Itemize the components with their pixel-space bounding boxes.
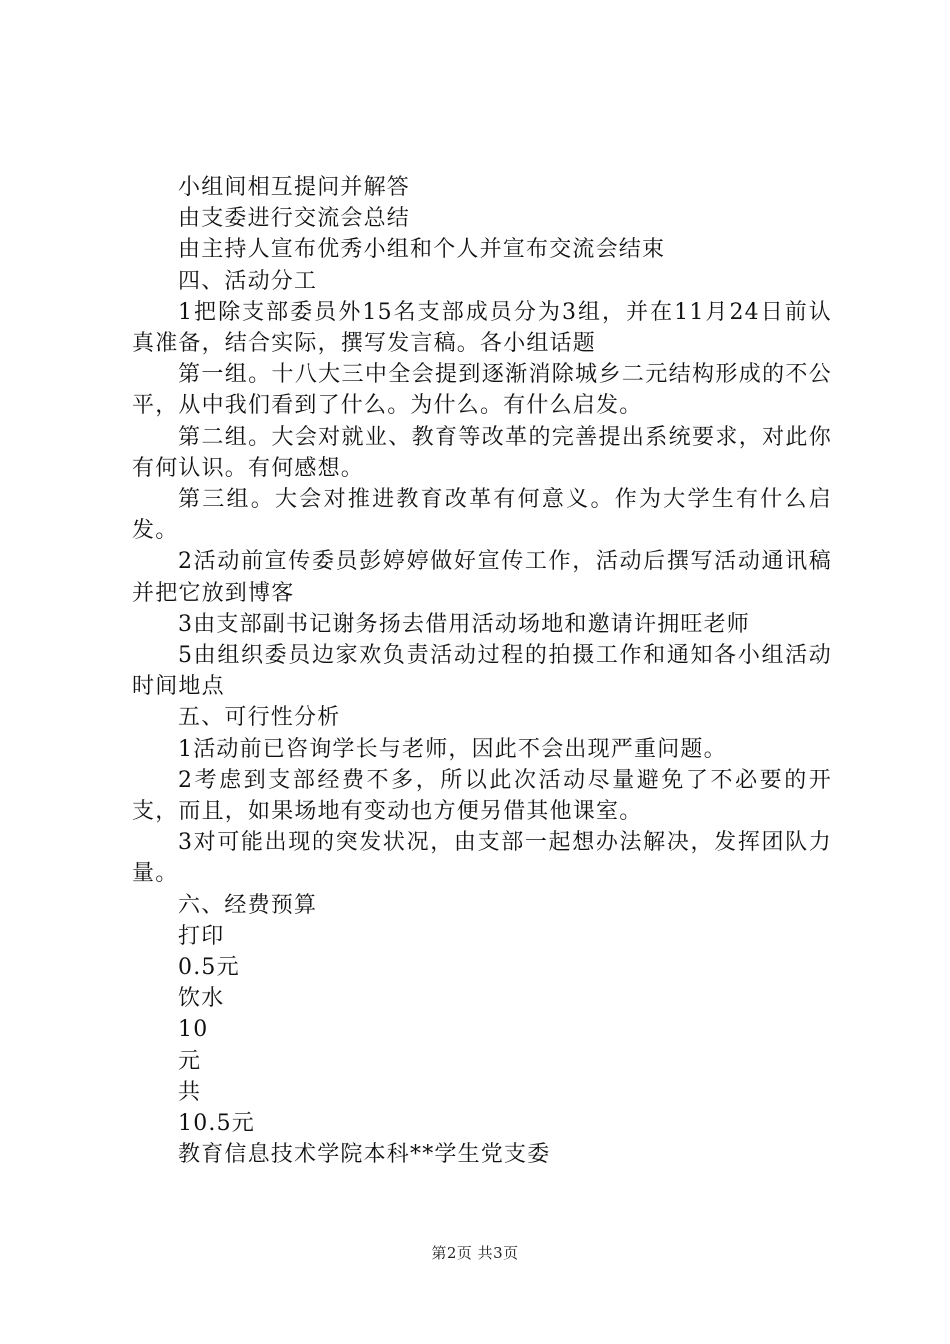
budget-amount: 0.5元	[178, 955, 240, 981]
section-heading: 六、经费预算	[178, 892, 318, 918]
section-heading: 四、活动分工	[178, 268, 318, 294]
budget-item: 饮水	[178, 986, 225, 1012]
paragraph: 2考虑到支部经费不多，所以此次活动尽量避免了不必要的开支，而且，如果场地有变动也方便另借其他课室。	[132, 767, 832, 825]
paragraph: 由支委进行交流会总结	[178, 206, 411, 232]
paragraph: 第三组。大会对推进教育改革有何意义。作为大学生有什么启发。	[132, 487, 832, 544]
budget-total-label: 共	[178, 1079, 202, 1105]
page-total: 共3页	[477, 1244, 519, 1262]
page-footer	[0, 1242, 950, 1263]
paragraph: 第一组。十八大三中全会提到逐渐消除城乡二元结构形成的不公平，从中我们看到了什么。为什么。有什么启发。	[132, 362, 832, 419]
section-heading: 五、可行性分析	[178, 705, 341, 731]
budget-unit: 元	[178, 1048, 202, 1074]
paragraph: 5由组织委员边家欢负责活动过程的拍摄工作和通知各小组活动时间地点	[132, 643, 832, 700]
paragraph: 3由支部副书记谢务扬去借用活动场地和邀请许拥旺老师	[178, 611, 750, 637]
paragraph: 1活动前已咨询学长与老师，因此不会出现严重问题。	[178, 736, 727, 762]
paragraph: 小组间相互提问并解答	[178, 175, 411, 200]
paragraph: 3对可能出现的突发状况，由支部一起想办法解决，发挥团队力量。	[132, 830, 832, 887]
page-number: 第2页	[431, 1244, 473, 1262]
paragraph: 第二组。大会对就业、教育等改革的完善提出系统要求，对此你有何认识。有何感想。	[132, 424, 832, 481]
paragraph: 由主持人宣布优秀小组和个人并宣布交流会结束	[178, 237, 666, 263]
budget-item: 打印	[178, 923, 225, 949]
budget-amount: 10	[178, 1017, 209, 1043]
paragraph: 1把除支部委员外15名支部成员分为3组，并在11月24日前认真准备，结合实际，撰写发言稿。各小组话题	[132, 299, 832, 357]
budget-total-amount: 10.5元	[178, 1111, 255, 1137]
document-body	[132, 172, 832, 1171]
signature-line: 教育信息技术学院本科**学生党支委	[178, 1142, 551, 1168]
paragraph: 2活动前宣传委员彭婷婷做好宣传工作，活动后撰写活动通讯稿并把它放到博客	[132, 549, 832, 606]
